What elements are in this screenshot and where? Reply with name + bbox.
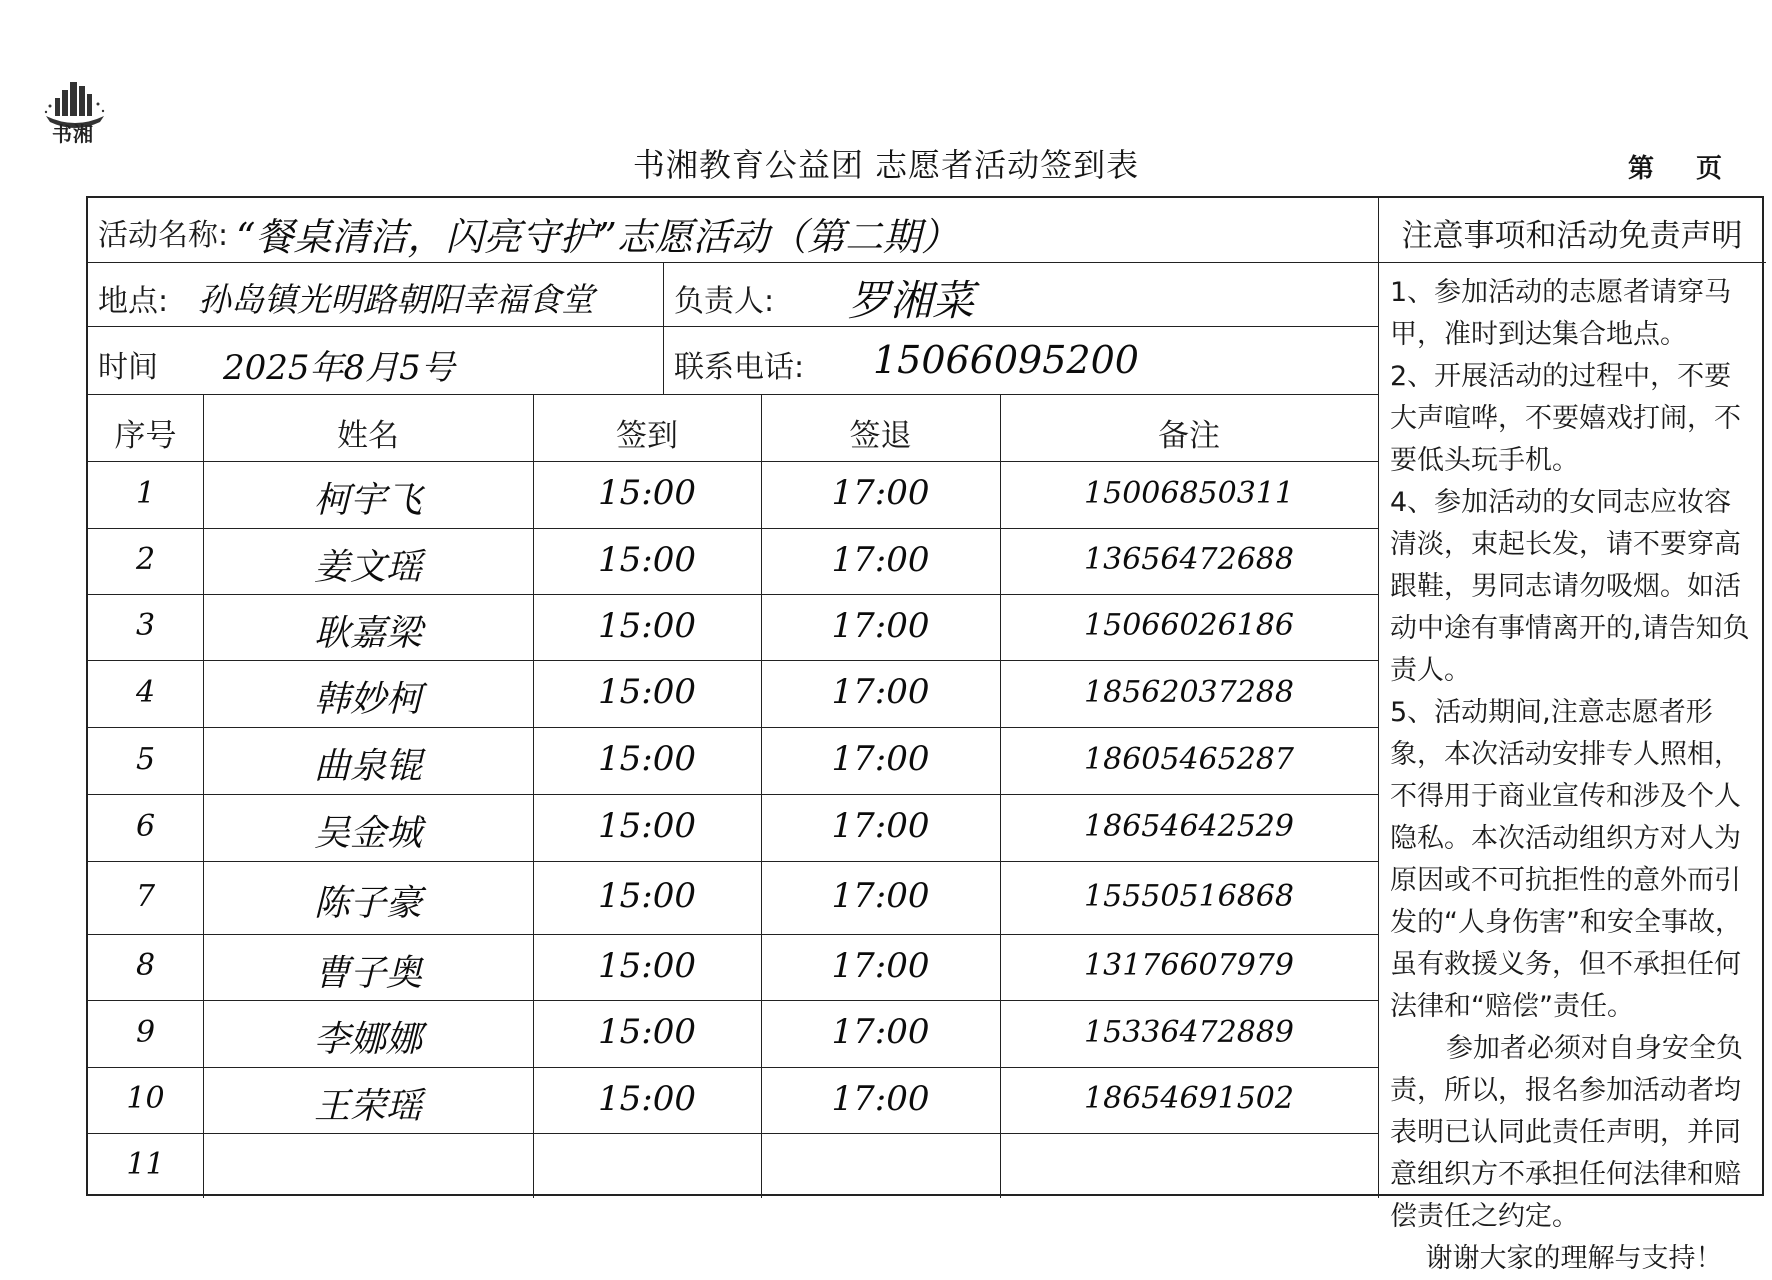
notice-title: 注意事项和活动免责声明 — [1401, 218, 1743, 254]
note-cell: 15006850311 — [1084, 475, 1294, 511]
name-cell: 李娜娜 — [313, 1019, 422, 1060]
page-number — [1628, 148, 1722, 185]
signin-cell: 15:00 — [598, 605, 696, 646]
name-cell: 曲泉锟 — [313, 746, 422, 787]
notice-item: 2、开展活动的过程中，不要大声喧哗，不要嬉戏打闹，不要低头玩手机。 — [1390, 361, 1741, 476]
signout-cell: 17:00 — [831, 806, 930, 847]
name-cell: 柯宇飞 — [313, 480, 422, 521]
signout-cell: 17:00 — [831, 539, 930, 580]
row-number-cell: 3 — [135, 608, 156, 644]
note-cell: 13176607979 — [1084, 948, 1294, 984]
document-title: 书湘教育公益团 志愿者活动签到表 — [632, 146, 1140, 184]
col-header-note: 备注 — [1158, 418, 1220, 454]
note-cell: 15550516868 — [1084, 878, 1294, 914]
signin-cell: 15:00 — [598, 672, 696, 713]
rule — [88, 1067, 1378, 1068]
rule — [88, 262, 1378, 263]
rule — [88, 794, 1378, 795]
signin-cell: 15:00 — [598, 739, 696, 780]
page-label-right: 页 — [1695, 154, 1722, 184]
location-value: 孙岛镇光明路朝阳幸福食堂 — [198, 280, 594, 319]
col-header-signout: 签退 — [849, 418, 912, 454]
notice-closing: 参加者必须对自身安全负责，所以，报名参加活动者均表明已认同此责任声明，并同意组织方不承担任何法律和赔偿责任之约定。 — [1390, 1033, 1743, 1232]
note-cell: 15336472889 — [1084, 1014, 1294, 1050]
note-cell: 13656472688 — [1084, 542, 1294, 578]
name-cell: 韩妙柯 — [313, 679, 422, 720]
leader-value: 罗湘菜 — [848, 276, 975, 325]
activity-value: “餐桌清洁，闪亮守护”志愿活动（第二期） — [236, 215, 959, 259]
row-number-cell: 2 — [135, 542, 156, 578]
row-number-cell: 10 — [126, 1081, 165, 1117]
rule — [88, 934, 1378, 935]
signin-cell: 15:00 — [598, 945, 696, 986]
signin-cell: 15:00 — [598, 1078, 696, 1119]
row-number-cell: 4 — [135, 674, 156, 710]
name-cell: 曹子奥 — [313, 952, 422, 994]
row-number-cell: 5 — [135, 741, 156, 777]
signin-cell: 15:00 — [598, 473, 696, 514]
rule — [663, 262, 664, 394]
name-cell: 陈子豪 — [313, 883, 422, 924]
rule — [88, 528, 1378, 529]
rule — [1378, 198, 1379, 1198]
rule — [88, 1000, 1378, 1001]
row-number-cell: 9 — [135, 1014, 156, 1050]
signin-sheet — [86, 196, 1764, 1274]
phone-label: 联系电话: — [674, 350, 805, 385]
note-cell: 18562037288 — [1084, 674, 1294, 710]
signout-cell: 17:00 — [831, 1078, 930, 1119]
row-number-cell: 6 — [135, 808, 156, 844]
rule — [761, 394, 762, 1198]
notice-thanks: 谢谢大家的理解与支持！ — [1425, 1243, 1723, 1274]
name-cell: 耿嘉梁 — [313, 612, 422, 654]
signin-cell: 15:00 — [598, 806, 696, 847]
signout-cell: 17:00 — [831, 1012, 930, 1053]
rule — [88, 727, 1378, 728]
page-label-left: 第 — [1627, 154, 1654, 184]
name-cell: 姜文瑶 — [313, 546, 422, 588]
rule — [88, 461, 1378, 462]
time-value: 2025年8月5号 — [223, 348, 455, 388]
rule — [88, 394, 1378, 395]
signin-cell: 15:00 — [598, 876, 696, 917]
notice-body — [1390, 272, 1758, 1280]
rule — [88, 1133, 1378, 1134]
note-cell: 18654691502 — [1084, 1081, 1294, 1117]
row-number-cell: 1 — [135, 475, 156, 511]
rule — [1000, 394, 1001, 1198]
signin-cell: 15:00 — [598, 1012, 696, 1053]
col-header-name: 姓名 — [337, 418, 399, 454]
note-cell: 18654642529 — [1084, 808, 1294, 844]
location-label: 地点: — [98, 284, 169, 319]
rule — [88, 660, 1378, 661]
time-label: 时间 — [98, 350, 158, 385]
col-header-signin: 签到 — [616, 418, 678, 454]
note-cell: 18605465287 — [1084, 741, 1294, 777]
name-cell: 王荣瑶 — [313, 1085, 422, 1127]
rule — [88, 861, 1378, 862]
rule — [1378, 262, 1766, 263]
logo-text: 书湘 — [52, 122, 94, 146]
signout-cell: 17:00 — [831, 739, 930, 780]
name-cell: 吴金城 — [313, 813, 422, 854]
col-header-no: 序号 — [114, 418, 177, 454]
notice-item: 1、参加活动的志愿者请穿马甲，准时到达集合地点。 — [1390, 277, 1732, 350]
row-number-cell: 7 — [135, 878, 156, 914]
signout-cell: 17:00 — [831, 473, 930, 514]
signout-cell: 17:00 — [831, 876, 930, 917]
rule — [88, 594, 1378, 595]
phone-value: 15066095200 — [873, 338, 1139, 382]
signout-cell: 17:00 — [831, 605, 930, 646]
row-number-cell: 11 — [126, 1146, 165, 1182]
note-cell: 15066026186 — [1084, 608, 1294, 644]
row-number-cell: 8 — [135, 948, 156, 984]
signout-cell: 17:00 — [831, 672, 930, 713]
rule — [88, 326, 1378, 327]
notice-item: 5、活动期间,注意志愿者形象，本次活动安排专人照相，不得用于商业宣传和涉及个人隐私。本次活动组织方对人为原因或不可抗拒性的意外而引发的“人身伤害”和安全事故，虽有救援义务，但不承担任何法律和“赔偿”责任。 — [1390, 697, 1742, 1022]
activity-label: 活动名称: — [98, 218, 229, 253]
rule — [533, 394, 534, 1198]
signout-cell: 17:00 — [831, 945, 930, 986]
notice-item: 4、参加活动的女同志应妆容清淡，束起长发，请不要穿高跟鞋，男同志请勿吸烟。如活动中途有事情离开的,请告知负责人。 — [1390, 487, 1750, 686]
leader-label: 负责人: — [674, 284, 775, 319]
signin-cell: 15:00 — [598, 539, 696, 580]
